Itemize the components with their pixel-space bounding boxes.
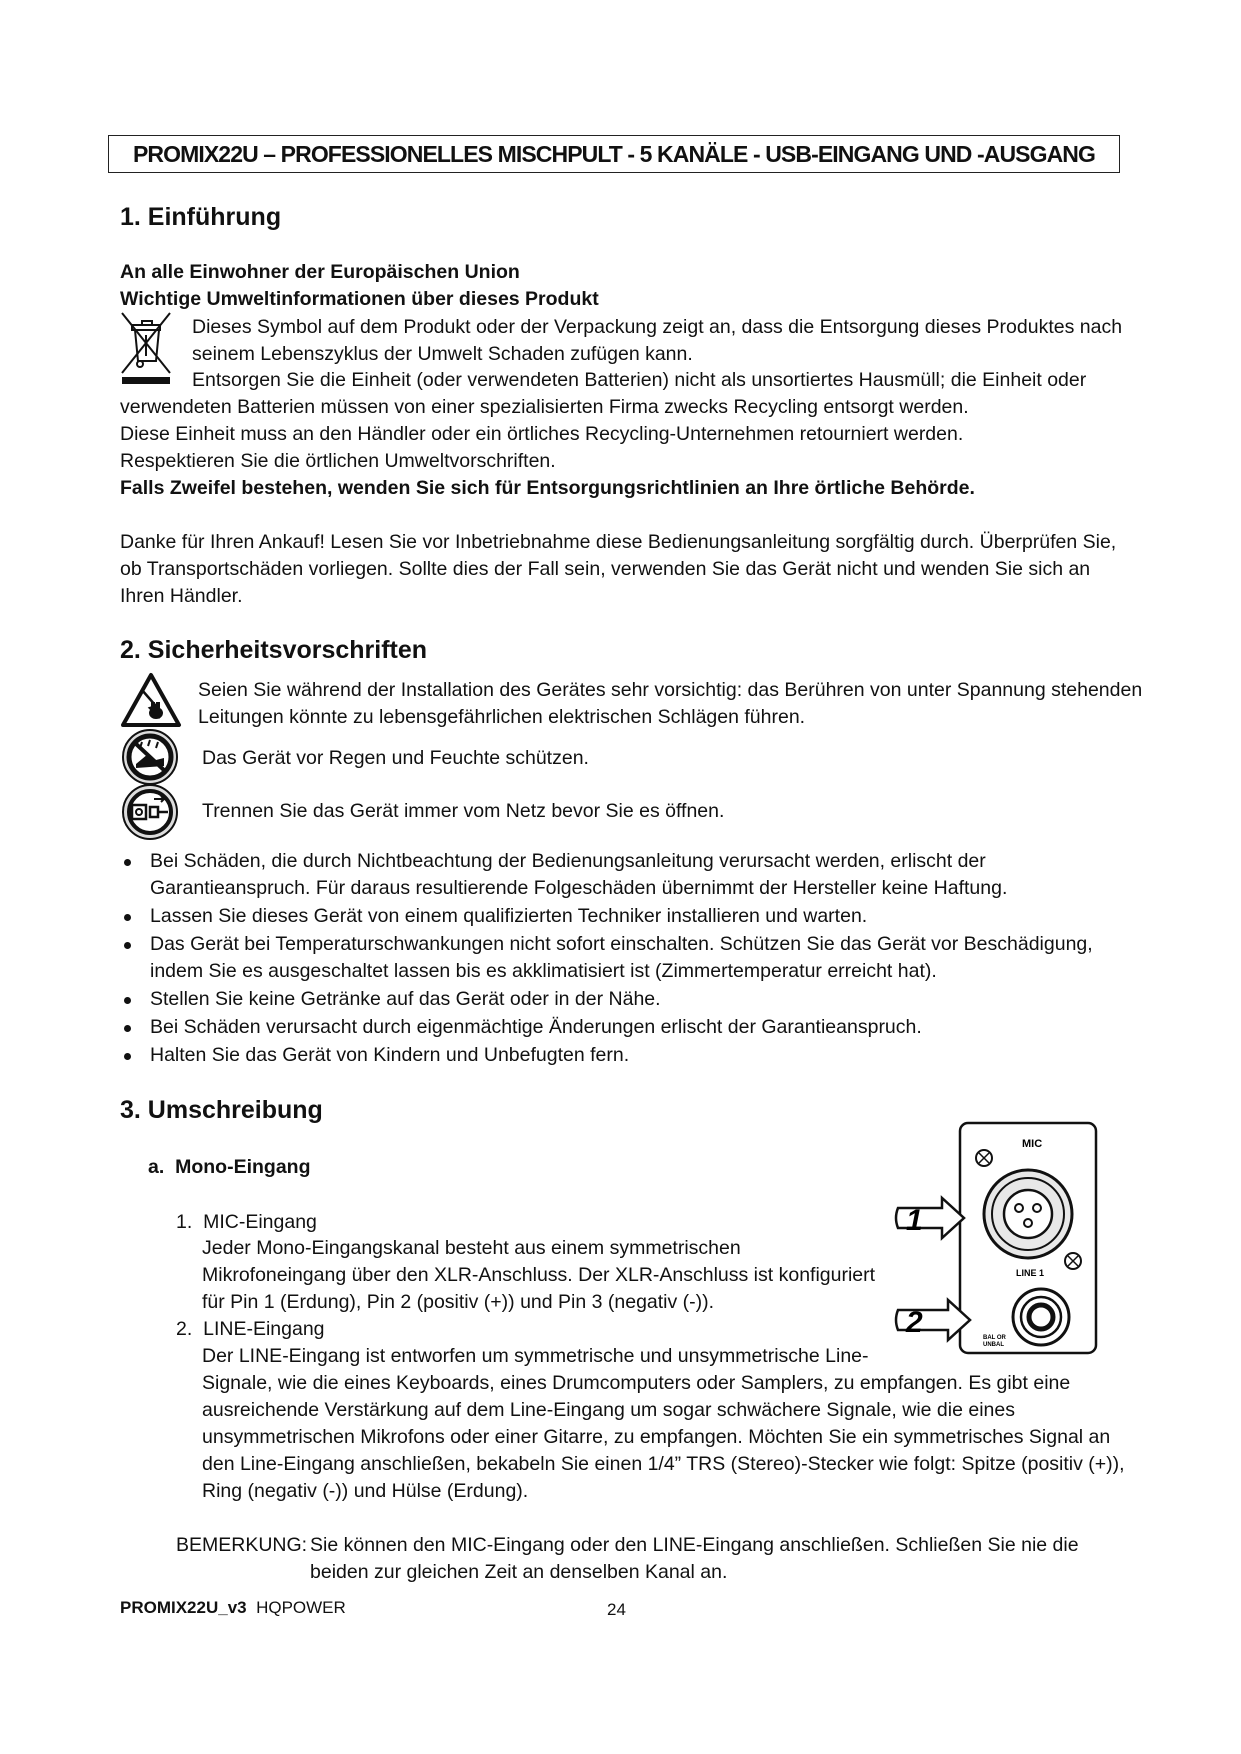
weee-text-line7: Falls Zweifel bestehen, wenden Sie sich für Entsorgungsrichtlinien an Ihre örtliche Behörde. — [120, 477, 975, 499]
list-item: Bei Schäden, die durch Nichtbeachtung der Bedienungsanleitung verursacht werden, erlischt der Garantieanspruch. Für daraus resultierende Folgeschäden übernimmt der Hersteller keine Haftung. — [120, 848, 1120, 902]
note-label: BEMERKUNG: — [176, 1534, 308, 1556]
no-rain-moisture-icon — [120, 728, 180, 786]
line-input-line5: den Line-Eingang anschließen, bekabeln Sie einen 1/4” TRS (Stereo)-Stecker wie folgt: Spitze (positiv (+)), — [202, 1453, 1125, 1475]
line-input-line3: ausreichende Verstärkung auf dem Line-Eingang um sogar schwächere Signale, wie die eines — [202, 1399, 1015, 1421]
list-item: Lassen Sie dieses Gerät von einem qualifizierten Techniker installieren und warten. — [120, 903, 1120, 930]
weee-text-line2: seinem Lebenszyklus der Umwelt Schaden zufügen kann. — [192, 343, 693, 365]
list-item: Das Gerät bei Temperaturschwankungen nicht sofort einschalten. Schützen Sie das Gerät vor Beschädigung, indem Sie es ausgeschaltet lassen bis es akklimatisiert ist (Zimmertemperatur erreicht hat). — [120, 931, 1120, 985]
line-input-line2: Signale, wie die eines Keyboards, eines Drumcomputers oder Samplers, zu empfangen. Es gibt eine — [202, 1372, 1071, 1394]
warning-unplug: Trennen Sie das Gerät immer vom Netz bevor Sie es öffnen. — [202, 800, 725, 822]
line-input-line4: unsymmetrischen Mikrofons oder einer Gitarre, zu empfangen. Möchten Sie ein symmetrisches Signal an — [202, 1426, 1111, 1448]
callout-1: 1 — [906, 1204, 923, 1237]
line-input-line6: Ring (negativ (-)) und Hülse (Erdung). — [202, 1480, 529, 1502]
footer-model: PROMIX22U_v3 HQPOWER — [120, 1598, 346, 1617]
line-1-label: LINE 1 — [1016, 1268, 1045, 1278]
mic-label: MIC — [1022, 1138, 1043, 1150]
subsection-mono-input: a. Mono-Eingang — [148, 1156, 311, 1178]
section-2-heading: 2. Sicherheitsvorschriften — [120, 636, 428, 664]
eu-heading: An alle Einwohner der Europäischen Union — [120, 261, 520, 283]
thanks-line3: Ihren Händler. — [120, 585, 243, 607]
thanks-line2: ob Transportschäden vorliegen. Sollte dies der Fall sein, verwenden Sie das Gerät nicht und wenden Sie sich an — [120, 558, 1091, 580]
list-item: Stellen Sie keine Getränke auf das Gerät oder in der Nähe. — [120, 986, 1120, 1013]
weee-text-line5: Diese Einheit muss an den Händler oder ein örtliches Recycling-Unternehmen retourniert werden. — [120, 423, 964, 445]
weee-text-line6: Respektieren Sie die örtlichen Umweltvorschriften. — [120, 450, 556, 472]
line-input-title: 2. LINE-Eingang — [176, 1318, 325, 1340]
mic-input-line2: Mikrofoneingang über den XLR-Anschluss. Der XLR-Anschluss ist konfiguriert — [202, 1264, 876, 1286]
section-1-heading: 1. Einführung — [120, 203, 282, 231]
env-heading: Wichtige Umweltinformationen über dieses Produkt — [120, 288, 599, 310]
mic-input-line1: Jeder Mono-Eingangskanal besteht aus einem symmetrischen — [202, 1237, 741, 1259]
footer-brand: HQPOWER — [256, 1598, 346, 1617]
safety-bullet-list — [120, 848, 1120, 1070]
input-connector-diagram — [894, 1120, 1100, 1356]
line-input-line1: Der LINE-Eingang ist entworfen um symmetrische und unsymmetrische Line- — [202, 1345, 869, 1367]
callout-2: 2 — [906, 1306, 923, 1339]
weee-bin-icon — [118, 311, 176, 385]
warning-shock-line1: Seien Sie während der Installation des Gerätes sehr vorsichtig: das Berühren von unter Spannung stehenden — [198, 679, 1143, 701]
thanks-line1: Danke für Ihren Ankauf! Lesen Sie vor Inbetriebnahme diese Bedienungsanleitung sorgfältig durch. Überprüfen Sie, — [120, 531, 1117, 553]
list-item: Bei Schäden verursacht durch eigenmächtige Änderungen erlischt der Garantieanspruch. — [120, 1014, 1120, 1041]
list-item: Halten Sie das Gerät von Kindern und Unbefugten fern. — [120, 1042, 1120, 1069]
note-line1: Sie können den MIC-Eingang oder den LINE-Eingang anschließen. Schließen Sie nie die — [310, 1534, 1079, 1556]
bal-label: BAL OR — [983, 1335, 1006, 1341]
unbal-label: UNBAL — [983, 1342, 1004, 1348]
weee-text-line1: Dieses Symbol auf dem Produkt oder der Verpackung zeigt an, dass die Entsorgung dieses Produktes nach — [192, 316, 1123, 338]
weee-text-line4: verwendeten Batterien müssen von einer spezialisierten Firma zwecks Recycling entsorgt werden. — [120, 396, 969, 418]
note-line2: beiden zur gleichen Zeit an denselben Kanal an. — [310, 1561, 728, 1583]
document-title: PROMIX22U – PROFESSIONELLES MISCHPULT - 5 KANÄLE - USB-EINGANG UND -AUSGANG — [108, 135, 1120, 173]
section-3-heading: 3. Umschreibung — [120, 1096, 323, 1124]
weee-text-line3: Entsorgen Sie die Einheit (oder verwendeten Batterien) nicht als unsortiertes Hausmüll; die Einheit oder — [192, 369, 1087, 391]
page-number: 24 — [607, 1600, 626, 1619]
electric-shock-warning-icon — [120, 672, 182, 728]
mic-input-line3: für Pin 1 (Erdung), Pin 2 (positiv (+)) und Pin 3 (negativ (-)). — [202, 1291, 715, 1313]
warning-shock-line2: Leitungen könnte zu lebensgefährlichen elektrischen Schlägen führen. — [198, 706, 806, 728]
unplug-before-opening-icon — [120, 783, 180, 841]
mic-input-title: 1. MIC-Eingang — [176, 1211, 317, 1233]
warning-rain: Das Gerät vor Regen und Feuchte schützen. — [202, 747, 589, 769]
